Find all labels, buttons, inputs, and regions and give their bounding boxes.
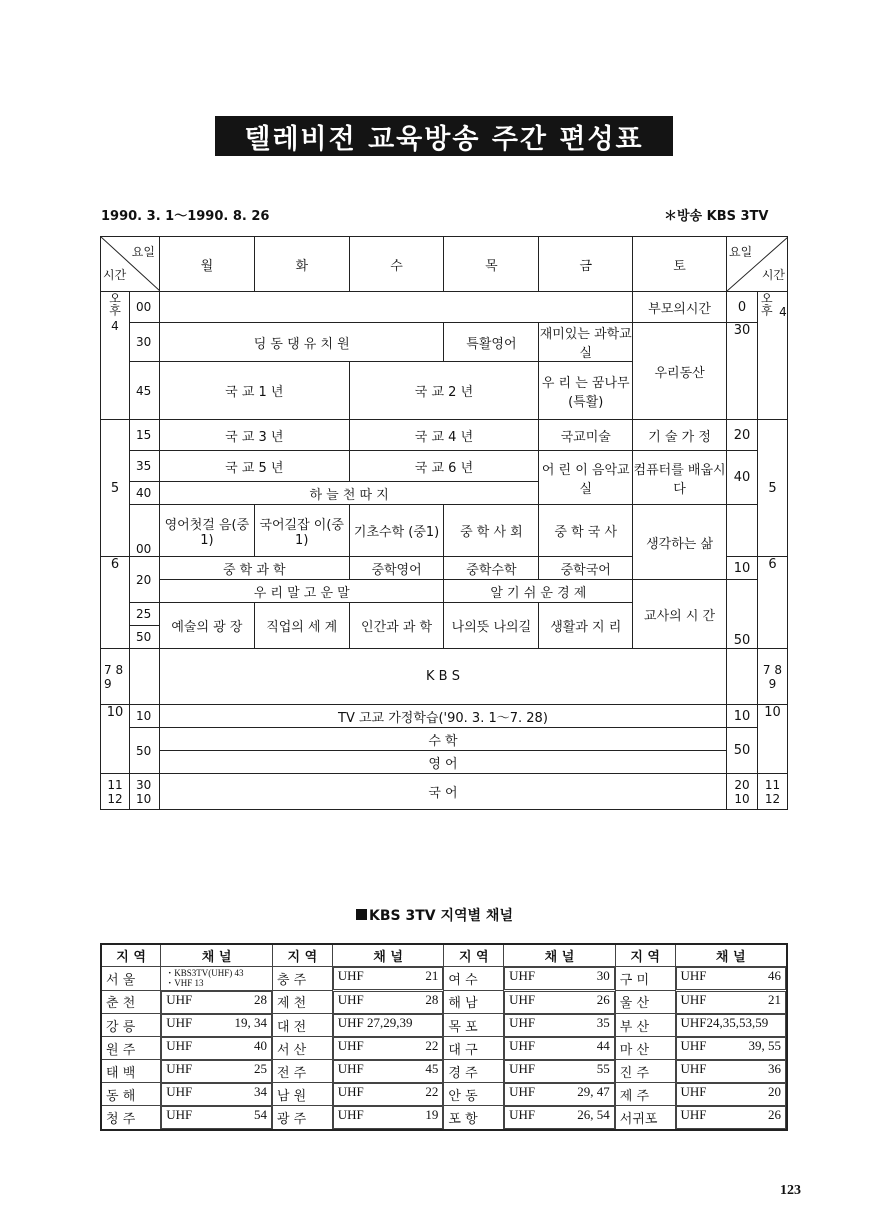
table-row (101, 1060, 787, 1083)
channel-band: UHF24,35,53,59 (680, 1014, 769, 1030)
corner-time-label-right: 시간 (761, 268, 785, 282)
channel-band: UHF 27,29,39 (337, 1014, 413, 1030)
channel-band: UHF (337, 968, 364, 983)
day-mon: 월 (159, 237, 254, 292)
channel-number: 44 (596, 1037, 610, 1053)
channel-cell (333, 1014, 444, 1037)
program-art: 국교미술 (539, 420, 633, 451)
channel-cell (504, 991, 615, 1014)
channel-number: 46 (768, 968, 781, 983)
program-korean: 국 어 (159, 774, 726, 810)
channel-band: UHF (337, 1060, 364, 1076)
region-cell: 서귀포 (615, 1106, 675, 1130)
region-cell: 여 수 (444, 967, 504, 991)
broadcaster-note: ＊방송 KBS 3TV (664, 209, 769, 224)
program-fun-science: 재미있는 과학교실 (539, 323, 633, 362)
min-00c: 00 (129, 505, 159, 557)
min-25: 25 (129, 603, 159, 626)
program-math: 수 학 (159, 728, 726, 751)
region-cell: 춘 천 (101, 990, 161, 1014)
channel-number: 21 (768, 991, 781, 1007)
region-cell: 경 주 (444, 1060, 504, 1083)
channel-band: UHF (166, 1106, 193, 1122)
day-wed: 수 (349, 237, 444, 292)
program-elem3: 국 교 3 년 (159, 420, 349, 451)
square-bullet-icon (356, 909, 367, 920)
channel-cell (333, 1037, 444, 1060)
channel-band: UHF (337, 1106, 364, 1122)
region-cell: 진 주 (615, 1060, 675, 1083)
program-mid-history: 중 학 국 사 (539, 505, 633, 557)
program-english: 영 어 (159, 751, 726, 774)
channel-cell (333, 1106, 444, 1129)
program-tech-home: 기 술 가 정 (633, 420, 727, 451)
channel-cell (333, 1083, 444, 1106)
channel-cell (333, 991, 444, 1014)
channel-cell (161, 1014, 272, 1037)
hour-4-right: 오후 4 (757, 292, 787, 420)
sat-min-0: 0 (726, 292, 757, 323)
channel-cell (676, 1060, 786, 1083)
program-mid-science: 중 학 과 학 (159, 557, 349, 580)
table-row (101, 967, 787, 991)
channel-line: ・KBS3TV(UHF) 43 (165, 968, 244, 979)
region-cell: 태 백 (101, 1060, 161, 1083)
col-region: 지 역 (615, 944, 675, 967)
channels-table (100, 943, 788, 1131)
program-heaven-earth: 하 늘 천 따 지 (159, 482, 538, 505)
channel-cell (333, 1060, 444, 1083)
channel-cell (161, 991, 272, 1014)
program-job-world: 직업의 세 계 (254, 603, 349, 649)
channel-number: 28 (425, 991, 439, 1007)
sat-min-10: 10 (726, 557, 757, 580)
region-cell: 제 주 (615, 1083, 675, 1106)
channel-cell (676, 1037, 786, 1060)
program-human-science: 인간과 과 학 (349, 603, 444, 649)
program-tv-high: TV 고교 가정학습('90. 3. 1～7. 28) (159, 705, 726, 728)
col-channel: 채 널 (675, 944, 787, 967)
day-tue: 화 (254, 237, 349, 292)
program-life-geo: 생활과 지 리 (539, 603, 633, 649)
blank-slot (726, 649, 757, 705)
program-easy-econ: 알 기 쉬 운 경 제 (444, 580, 633, 603)
channel-cell (161, 1060, 272, 1083)
min-40: 40 (129, 482, 159, 505)
channel-cell (161, 1037, 272, 1060)
region-cell: 부 산 (615, 1014, 675, 1037)
program-mid-korean: 중학국어 (539, 557, 633, 580)
min-30: 30 (129, 323, 159, 362)
channel-number: 22 (425, 1083, 439, 1099)
region-cell: 동 해 (101, 1083, 161, 1106)
program-computer: 컴퓨터를 배웁시다 (633, 451, 727, 505)
channels-heading: KBS 3TV 지역별 채널 (356, 905, 513, 925)
program-our-farm: 우리동산 (633, 323, 727, 420)
channel-band: UHF (509, 1014, 536, 1030)
channel-number: 20 (768, 1083, 781, 1099)
channel-number: 34 (253, 1083, 267, 1099)
channel-cell (504, 1014, 615, 1037)
channel-cell (676, 1014, 786, 1037)
channel-number: 39, 55 (748, 1037, 781, 1053)
channel-cell (333, 967, 444, 990)
channel-cell (676, 1106, 786, 1129)
hour-5: 5 (101, 420, 130, 557)
channel-band: UHF (509, 1083, 536, 1099)
time-day-corner-right (726, 237, 787, 292)
hour-789-right: 7 8 9 (757, 649, 787, 705)
region-cell: 제 천 (272, 990, 332, 1014)
channel-number: 28 (253, 991, 267, 1007)
channel-cell (504, 967, 615, 990)
region-cell: 충 주 (272, 967, 332, 991)
program-we-are-trees: 우 리 는 꿈나무(특활) (539, 362, 633, 420)
program-mid-social: 중 학 사 회 (444, 505, 539, 557)
col-channel: 채 널 (161, 944, 273, 967)
channel-band: UHF (509, 1106, 536, 1122)
table-row (101, 1014, 787, 1037)
program-my-dream: 나의뜻 나의길 (444, 603, 539, 649)
col-channel: 채 널 (504, 944, 616, 967)
region-cell: 남 원 (272, 1083, 332, 1106)
program-mid-math: 중학수학 (444, 557, 539, 580)
table-row (101, 1083, 787, 1106)
corner-time-label: 시간 (103, 268, 127, 282)
broadcast-period: 1990. 3. 1～1990. 8. 26 (101, 209, 270, 224)
program-dingdong: 딩 동 댕 유 치 원 (159, 323, 444, 362)
program-elem2: 국 교 2 년 (349, 362, 539, 420)
program-thinking: 생각하는 삶 (633, 505, 727, 580)
channel-number: 26, 54 (577, 1106, 610, 1122)
program-special-english: 특활영어 (444, 323, 539, 362)
sat-min-40: 40 (726, 451, 757, 505)
day-fri: 금 (539, 237, 633, 292)
channel-band: UHF (509, 1060, 536, 1076)
page-title: 텔레비전 교육방송 주간 편성표 (215, 116, 673, 156)
min-10: 10 (129, 705, 159, 728)
channel-number: 26 (596, 991, 610, 1007)
region-cell: 포 항 (444, 1106, 504, 1130)
channel-cell (504, 1083, 615, 1106)
min-30-10: 30 10 (129, 774, 159, 810)
min-50: 50 (129, 626, 159, 649)
program-eng-first: 영어첫걸 음(중1) (159, 505, 254, 557)
min-50b: 50 (129, 728, 159, 774)
channel-number: 40 (253, 1037, 267, 1053)
min-45: 45 (129, 362, 159, 420)
blank-slot (129, 649, 159, 705)
day-thu: 목 (444, 237, 539, 292)
channel-band: UHF (680, 1060, 707, 1076)
channel-band: UHF (166, 1037, 193, 1053)
min-20: 20 (129, 557, 159, 603)
channel-cell (676, 991, 786, 1014)
channel-cell (504, 1037, 615, 1060)
blank-slot (159, 292, 632, 323)
table-row (101, 1106, 787, 1130)
hour-10: 10 (101, 705, 130, 774)
channel-number: 36 (768, 1060, 781, 1076)
channel-number: 30 (596, 968, 610, 983)
col-channel: 채 널 (332, 944, 444, 967)
program-mid-english: 중학영어 (349, 557, 444, 580)
channel-cell (504, 1106, 615, 1129)
program-art-plaza: 예술의 광 장 (159, 603, 254, 649)
channel-cell (161, 967, 273, 991)
channel-number: 29, 47 (577, 1083, 610, 1099)
channel-number: 54 (253, 1106, 267, 1122)
corner-day-label-right: 요일 (728, 245, 753, 259)
hour-10-right: 10 (757, 705, 787, 774)
channel-band: UHF (680, 1106, 707, 1122)
region-cell: 안 동 (444, 1083, 504, 1106)
blank-slot (726, 505, 757, 557)
channel-number: 19, 34 (234, 1014, 267, 1030)
hour-6: 6 (101, 557, 130, 649)
hour-1112-right: 11 12 (757, 774, 787, 810)
region-cell: 구 미 (615, 967, 675, 991)
channel-band: UHF (166, 1060, 193, 1076)
col-region: 지 역 (444, 944, 504, 967)
region-cell: 마 산 (615, 1037, 675, 1060)
min-35: 35 (129, 451, 159, 482)
region-cell: 대 전 (272, 1014, 332, 1037)
min-15: 15 (129, 420, 159, 451)
channel-number: 25 (253, 1060, 267, 1076)
channel-band: UHF (680, 1037, 707, 1053)
channel-number: 45 (425, 1060, 439, 1076)
region-cell: 원 주 (101, 1037, 161, 1060)
channel-number: 26 (768, 1106, 781, 1122)
region-cell: 서 울 (101, 967, 161, 991)
channel-cell (161, 1083, 272, 1106)
program-elem6: 국 교 6 년 (349, 451, 539, 482)
program-parents: 부모의시간 (633, 292, 727, 323)
region-cell: 울 산 (615, 990, 675, 1014)
channel-band: UHF (509, 1037, 536, 1053)
table-row (101, 990, 787, 1014)
program-elem5: 국 교 5 년 (159, 451, 349, 482)
channel-band: UHF (337, 1037, 364, 1053)
region-cell: 광 주 (272, 1106, 332, 1130)
program-teachers: 교사의 시 간 (633, 580, 727, 649)
hour-1112: 11 12 (101, 774, 130, 810)
program-elem4: 국 교 4 년 (349, 420, 539, 451)
channel-line: ・VHF 13 (165, 978, 204, 989)
region-cell: 서 산 (272, 1037, 332, 1060)
hour-789: 7 8 9 (101, 649, 130, 705)
channel-cell (161, 1106, 272, 1129)
sat-min-20: 20 (726, 420, 757, 451)
day-sat: 토 (633, 237, 727, 292)
channel-cell (676, 967, 786, 990)
hour-4: 오후 4 (101, 292, 130, 420)
region-cell: 청 주 (101, 1106, 161, 1130)
channel-band: UHF (337, 991, 364, 1007)
region-cell: 강 릉 (101, 1014, 161, 1037)
region-cell: 목 포 (444, 1014, 504, 1037)
program-kor-road: 국어길잡 이(중1) (254, 505, 349, 557)
program-basic-math: 기초수학 (중1) (349, 505, 444, 557)
corner-day-label: 요일 (131, 245, 155, 259)
channel-band: UHF (166, 1014, 193, 1030)
channel-band: UHF (337, 1083, 364, 1099)
channel-number: 55 (596, 1060, 610, 1076)
channel-cell (676, 1083, 786, 1106)
col-region: 지 역 (101, 944, 161, 967)
channel-number: 19 (425, 1106, 439, 1122)
channel-number: 21 (425, 968, 439, 983)
channel-band: UHF (509, 968, 536, 983)
table-row (101, 1037, 787, 1060)
channel-number: 35 (596, 1014, 610, 1030)
channel-band: UHF (509, 991, 536, 1007)
channel-band: UHF (166, 1083, 193, 1099)
sat-min-50b: 50 (726, 728, 757, 774)
hour-6-right: 6 (757, 557, 787, 649)
program-kids-music: 어 린 이 음악교실 (539, 451, 633, 505)
channel-cell (504, 1060, 615, 1083)
sat-min-30: 30 (726, 323, 757, 420)
channel-band: UHF (680, 968, 707, 983)
program-kbs: K B S (159, 649, 726, 705)
channel-number: 22 (425, 1037, 439, 1053)
program-our-speech: 우 리 말 고 운 말 (159, 580, 444, 603)
page-number: 123 (780, 1183, 801, 1198)
region-cell: 해 남 (444, 990, 504, 1014)
channel-band: UHF (680, 991, 707, 1007)
col-region: 지 역 (272, 944, 332, 967)
hour-5-right: 5 (757, 420, 787, 557)
time-day-corner-left (101, 237, 160, 292)
sat-min-20-10: 20 10 (726, 774, 757, 810)
program-elem1: 국 교 1 년 (159, 362, 349, 420)
region-cell: 대 구 (444, 1037, 504, 1060)
sat-min-50: 50 (726, 580, 757, 649)
min-00: 00 (129, 292, 159, 323)
region-cell: 전 주 (272, 1060, 332, 1083)
channel-band: UHF (680, 1083, 707, 1099)
sat-hour-10: 10 (726, 705, 757, 728)
schedule-table (100, 236, 788, 810)
channel-band: UHF (166, 991, 193, 1007)
